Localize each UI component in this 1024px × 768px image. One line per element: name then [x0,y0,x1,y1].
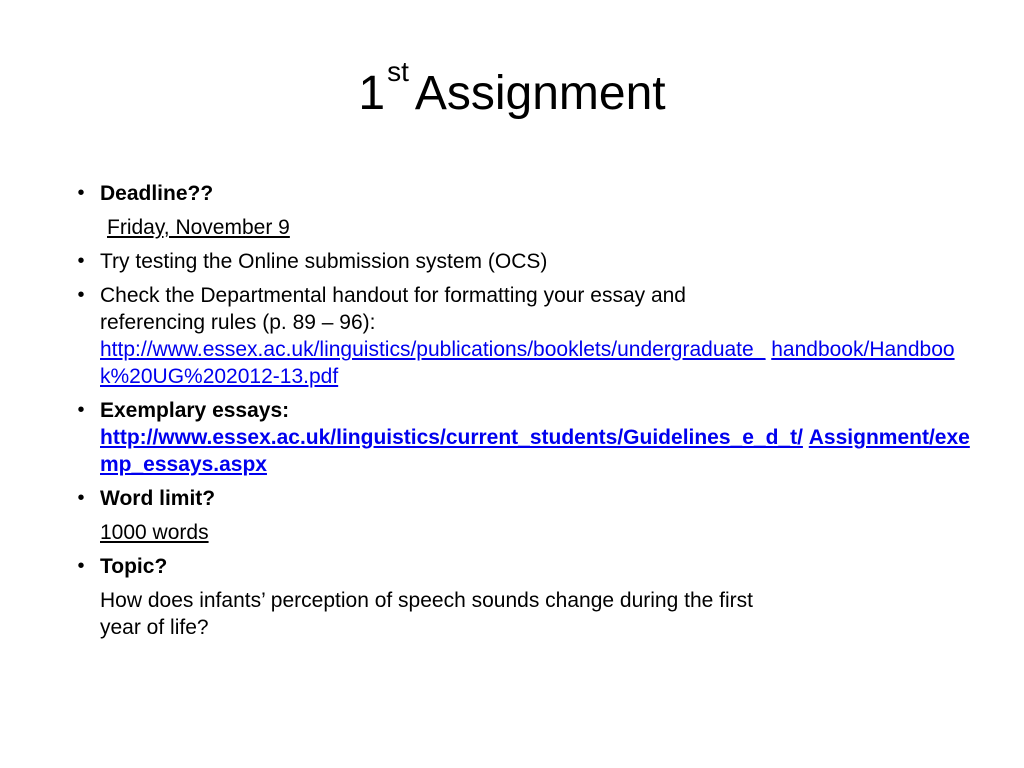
bullet-dot-icon: • [77,284,85,306]
bullet-item-exemplary [74,397,974,478]
topic-label: Topic? [100,555,168,578]
bullet-item-topic [74,553,974,580]
handout-link-line1[interactable]: http://www.essex.ac.uk/linguistics/publications/booklets/undergraduate_ [100,338,766,361]
slide-title [0,56,1024,126]
word-limit-value-row [74,519,974,546]
bullet-list [74,180,974,648]
handout-text-line2: referencing rules (p. 89 – 96): [100,311,376,334]
title-number: 1 [358,67,386,120]
bullet-dot-icon: • [77,399,85,421]
bullet-dot-icon: • [77,182,85,204]
exemplary-label: Exemplary essays: [100,399,290,422]
bullet-dot-icon: • [77,555,85,577]
handout-text-line1: Check the Departmental handout for formatting your essay and [100,284,686,307]
deadline-label: Deadline?? [100,182,214,205]
deadline-value-row [74,214,974,241]
exemplary-link-line1[interactable]: http://www.essex.ac.uk/linguistics/current_students/Guidelines_e_d_t/ [100,426,803,449]
handout-link-line2[interactable]: handbook/Handbook%20UG%202012-13.pdf [100,338,955,388]
topic-value-row [74,587,974,641]
word-limit-value: 1000 words [100,521,209,544]
exemplary-link-line2[interactable]: Assignment/exemp_essays.aspx [100,426,970,476]
bullet-dot-icon: • [77,250,85,272]
bullet-item-handout [74,282,974,390]
bullet-item-ocs [74,248,974,275]
ocs-text: Try testing the Online submission system (OCS) [100,250,548,273]
word-limit-label: Word limit? [100,487,216,510]
title-text: Assignment [414,67,666,120]
title-superscript: st [387,56,409,87]
bullet-item-deadline [74,180,974,207]
bullet-item-word-limit [74,485,974,512]
deadline-value: Friday, November 9 [107,216,290,239]
topic-value-line1: How does infants’ perception of speech sounds change during the first [100,589,753,612]
bullet-dot-icon: • [77,487,85,509]
topic-value-line2: year of life? [100,616,209,639]
